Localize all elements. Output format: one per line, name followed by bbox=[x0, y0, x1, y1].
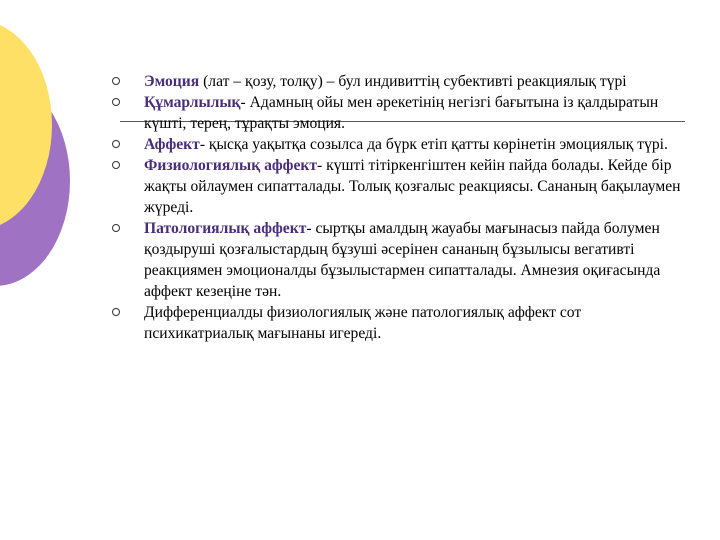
list-item bbox=[112, 218, 687, 302]
item-text: (лат – қозу, толқу) – бул индивиттің субективті реакциялық түрі bbox=[199, 73, 627, 90]
list-item bbox=[112, 302, 687, 344]
list-item bbox=[112, 155, 687, 218]
item-term: Патологиялық аффект bbox=[144, 220, 307, 237]
list-item bbox=[112, 134, 687, 155]
list-item bbox=[112, 71, 687, 92]
bullet-circle-icon bbox=[112, 140, 120, 148]
item-text: - күшті тітіркенгіштен кейін пайда болады. Кейде бір жақты ойлаумен сипатталады. Толық қозғалыс реакциясы. Сананың бақылаумен жүреді. bbox=[144, 157, 681, 216]
list-item bbox=[112, 92, 687, 134]
bullet-circle-icon bbox=[112, 98, 120, 106]
item-term: Аффект bbox=[144, 136, 200, 153]
item-term: Физиологиялық аффект bbox=[144, 157, 318, 174]
bullet-circle-icon bbox=[112, 308, 120, 316]
item-text: - сыртқы амалдың жауабы мағынасыз пайда болумен қоздыруші қозғалыстардың бұзуші әсерінен сананың бұзылысы вегативті реакциямен эмоционалды бұзылыстармен сипатталады. Амнезия оқиғасында аффект кезеңіне тән. bbox=[144, 220, 661, 300]
bullet-list bbox=[112, 71, 687, 344]
item-text: - Адамның ойы мен әрекетінің негізгі бағытына із қалдыратын күшті, терең, тұрақты эмоция. bbox=[144, 94, 659, 132]
bullet-circle-icon bbox=[112, 77, 120, 85]
bullet-circle-icon bbox=[112, 224, 120, 232]
item-term: Құмарлылық bbox=[144, 94, 241, 111]
item-term: Эмоция bbox=[144, 73, 200, 90]
bullet-circle-icon bbox=[112, 161, 120, 169]
item-text: - қысқа уақытқа созылса да бүрк етіп қатты көрінетін эмоциялық түрі. bbox=[199, 136, 668, 153]
item-text: Дифференциалды физиологиялық және патологиялық аффект сот психикатриалық мағынаны игереді. bbox=[144, 304, 582, 342]
